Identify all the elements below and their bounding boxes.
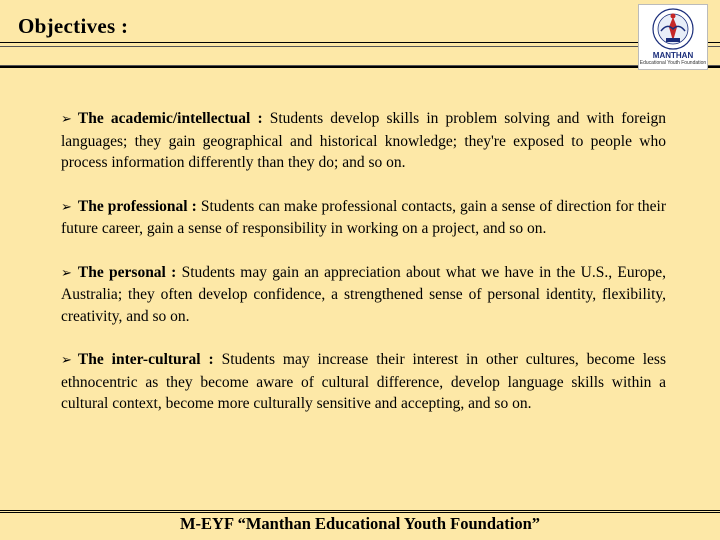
logo-name: MANTHAN (652, 51, 694, 60)
logo-tagline: Educational Youth Foundation (639, 60, 707, 66)
arrow-bullet-icon: ➢ (61, 265, 72, 281)
objective-text: Students may increase their interest in other cultures, become less ethnocentric as they become aware of cultural difference, develop language skills within a cultural context, become more culturally sensitive and accepting, and so on. (61, 351, 666, 412)
manthan-logo-icon (646, 7, 700, 51)
arrow-bullet-icon: ➢ (61, 199, 72, 215)
objective-academic (61, 108, 666, 174)
objective-text: Students develop skills in problem solving and with foreign languages; they gain geographical and historical knowledge; they're exposed to people who process information differently than they do; and so on. (61, 110, 666, 171)
header-rule (0, 42, 720, 68)
objective-term: The personal : (77, 263, 177, 281)
objective-personal (61, 262, 666, 328)
page-title: Objectives : (18, 14, 129, 38)
footer-rule (0, 510, 720, 513)
slide-header (0, 0, 720, 70)
objective-term: The professional : (77, 197, 197, 215)
objective-professional (61, 196, 666, 240)
objective-text: Students may gain an appreciation about what we have in the U.S., Europe, Australia; they often develop confidence, a strengthened sense of personal identity, flexibility, creativity, and so on. (61, 263, 666, 325)
objectives-list (61, 108, 666, 437)
arrow-bullet-icon: ➢ (61, 353, 72, 368)
objective-term: The academic/intellectual : (77, 110, 263, 127)
footer-text: M-EYF “Manthan Educational Youth Foundation” (179, 514, 540, 533)
objective-text: Students can make professional contacts, gain a sense of direction for their future career, gain a sense of responsibility in working on a project, and so on. (61, 197, 666, 237)
objective-term: The inter-cultural : (77, 351, 214, 368)
manthan-logo (638, 4, 708, 70)
arrow-bullet-icon: ➢ (61, 112, 72, 127)
objective-intercultural (61, 349, 666, 415)
